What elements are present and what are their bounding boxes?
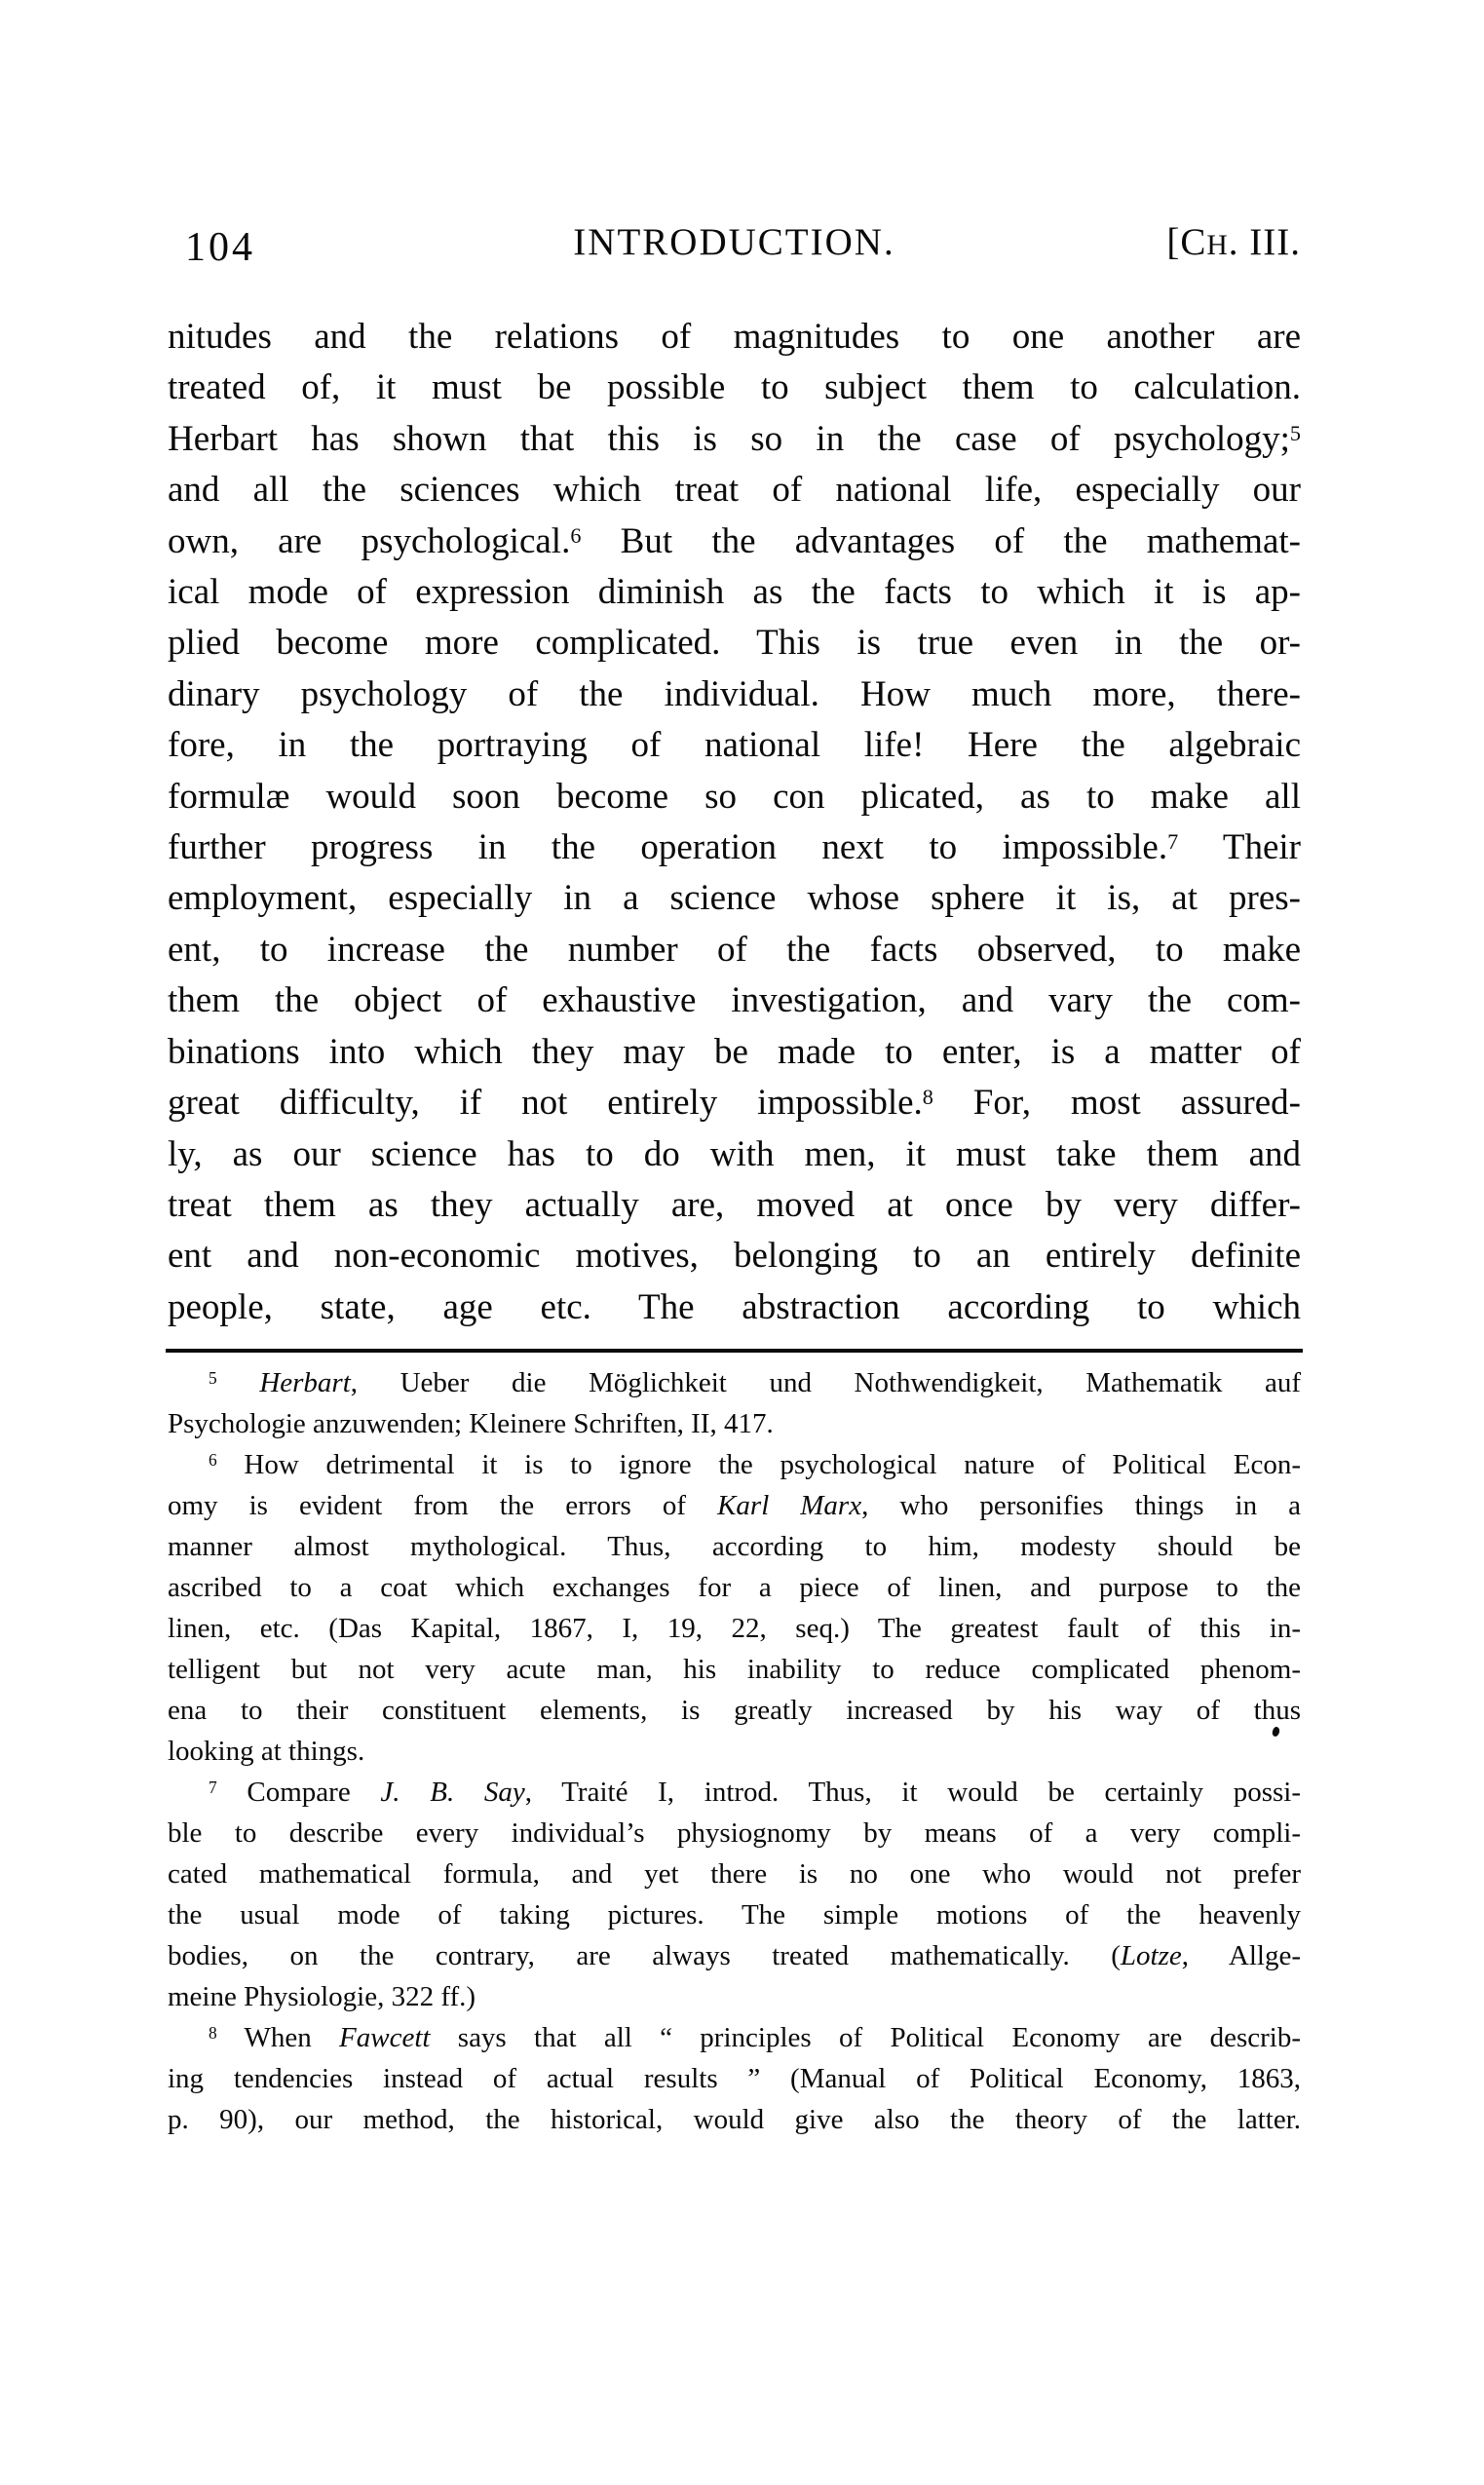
footnote-ref: 8 bbox=[209, 2023, 217, 2044]
text-segment: people, state, age etc. The abstraction according to which bbox=[168, 1286, 1301, 1327]
text-line bbox=[168, 1403, 1301, 1444]
footnote bbox=[168, 1444, 1301, 1772]
text-segment: ena to their constituent elements, is greatly increased by his way of thus bbox=[168, 1695, 1301, 1726]
text-segment: Compare bbox=[216, 1777, 381, 1808]
text-segment: ent, to increase the number of the facts observed, to make bbox=[168, 929, 1301, 970]
text-segment: employment, especially in a science whose sphere it is, at pres- bbox=[168, 878, 1301, 919]
footnote-ref: 5 bbox=[1289, 420, 1301, 445]
text-segment: H bbox=[1206, 230, 1229, 261]
text-line bbox=[168, 1129, 1301, 1180]
text-line bbox=[168, 1813, 1301, 1854]
text-segment: But the advantages of the mathemat- bbox=[581, 520, 1301, 561]
footnote-ref: 5 bbox=[209, 1368, 217, 1389]
page-number: 104 bbox=[185, 225, 255, 270]
text-segment: fore, in the portraying of national life! Here the algebraic bbox=[168, 725, 1301, 766]
italic-text: J. B. Say bbox=[380, 1777, 525, 1808]
footnote-divider bbox=[166, 1349, 1303, 1353]
text-segment: and all the sciences which treat of national life, especially our bbox=[168, 470, 1301, 511]
text-segment: treated of, it must be possible to subject them to calculation. bbox=[168, 367, 1301, 408]
italic-text: Fawcett bbox=[339, 2022, 431, 2053]
text-line bbox=[168, 2099, 1301, 2140]
text-segment: linen, etc. (Das Kapital, 1867, I, 19, 22, seq.) The greatest fault of this in- bbox=[168, 1613, 1301, 1644]
footnotes-section bbox=[168, 1362, 1301, 2140]
text-line bbox=[168, 1894, 1301, 1935]
text-segment: nitudes and the relations of magnitudes to one another are bbox=[168, 317, 1301, 357]
text-segment: . III. bbox=[1228, 221, 1301, 263]
text-segment: , Allge- bbox=[1181, 1940, 1301, 1971]
text-line bbox=[168, 669, 1301, 720]
text-segment: , Traité I, introd. Thus, it would be certainly possi- bbox=[524, 1777, 1301, 1808]
text-line bbox=[168, 1649, 1301, 1690]
text-line bbox=[168, 567, 1301, 618]
text-line bbox=[168, 363, 1301, 413]
footnote bbox=[168, 1362, 1301, 1444]
text-line bbox=[168, 873, 1301, 924]
running-title: INTRODUCTION. bbox=[573, 221, 895, 263]
text-segment: [C bbox=[1166, 221, 1207, 263]
text-line bbox=[168, 516, 1301, 567]
text-line bbox=[168, 1027, 1301, 1078]
text-line bbox=[168, 465, 1301, 516]
text-line bbox=[168, 1078, 1301, 1128]
chapter-marker bbox=[1166, 220, 1301, 264]
text-segment: formulæ would soon become so con plicated, as to make all bbox=[168, 776, 1301, 817]
text-segment: Herbart has shown that this is so in the case of psychology; bbox=[168, 418, 1290, 459]
text-line bbox=[168, 618, 1301, 669]
text-line bbox=[168, 1772, 1301, 1813]
text-segment: manner almost mythological. Thus, according to him, modesty should be bbox=[168, 1531, 1301, 1562]
text-segment: Psychologie anzuwenden; Kleinere Schriften, II, 417. bbox=[168, 1408, 774, 1439]
text-line bbox=[168, 1180, 1301, 1231]
text-line bbox=[168, 1854, 1301, 1894]
text-line bbox=[168, 1444, 1301, 1485]
footnote-ref: 6 bbox=[209, 1450, 217, 1471]
text-line bbox=[168, 772, 1301, 822]
text-line bbox=[168, 1976, 1301, 2017]
text-line bbox=[168, 1231, 1301, 1281]
text-segment: dinary psychology of the individual. How much more, there- bbox=[168, 673, 1301, 714]
text-line bbox=[168, 1690, 1301, 1731]
footnote-ref: 7 bbox=[1167, 829, 1179, 855]
text-segment: plied become more complicated. This is true even in the or- bbox=[168, 623, 1301, 664]
text-line bbox=[168, 2058, 1301, 2099]
text-segment: them the object of exhaustive investigation, and vary the com- bbox=[168, 980, 1301, 1021]
text-segment: ical mode of expression diminish as the facts to which it is ap- bbox=[168, 572, 1301, 613]
text-line bbox=[168, 925, 1301, 975]
text-segment: says that all “ principles of Political Economy are describ- bbox=[430, 2022, 1301, 2053]
page-header bbox=[168, 220, 1301, 273]
text-segment: Their bbox=[1178, 827, 1301, 868]
text-segment: For, most assured- bbox=[932, 1083, 1301, 1124]
text-segment: meine Physiologie, 322 ff.) bbox=[168, 1981, 476, 2012]
text-line bbox=[168, 1282, 1301, 1333]
text-segment: the usual mode of taking pictures. The simple motions of the heavenly bbox=[168, 1899, 1301, 1931]
text-segment: binations into which they may be made to enter, is a matter of bbox=[168, 1031, 1301, 1072]
text-segment: omy is evident from the errors of bbox=[168, 1490, 718, 1521]
text-segment: ly, as our science has to do with men, it must take them and bbox=[168, 1133, 1301, 1174]
footnote bbox=[168, 1772, 1301, 2017]
footnote-ref: 8 bbox=[922, 1085, 933, 1110]
text-segment: ent and non-economic motives, belonging to an entirely definite bbox=[168, 1236, 1301, 1277]
text-line bbox=[168, 1935, 1301, 1976]
text-segment: own, are psychological. bbox=[168, 520, 571, 561]
text-segment: How detrimental it is to ignore the psychological nature of Political Econ- bbox=[216, 1449, 1301, 1480]
text-segment: , who personifies things in a bbox=[861, 1490, 1302, 1521]
text-segment: p. 90), our method, the historical, would give also the theory of the latter. bbox=[168, 2104, 1301, 2135]
text-line bbox=[168, 414, 1301, 465]
text-line bbox=[168, 975, 1301, 1026]
text-segment: looking at things. bbox=[168, 1736, 365, 1767]
text-line bbox=[168, 720, 1301, 771]
text-line bbox=[168, 1731, 1301, 1772]
text-segment: telligent but not very acute man, his inability to reduce complicated phenom- bbox=[168, 1654, 1301, 1685]
footnote-ref: 6 bbox=[570, 522, 582, 548]
text-line bbox=[168, 1362, 1301, 1403]
text-line bbox=[168, 312, 1301, 363]
footnote-ref: 7 bbox=[209, 1778, 217, 1798]
text-segment: further progress in the operation next to impossible. bbox=[168, 827, 1168, 868]
text-segment: treat them as they actually are, moved at once by very differ- bbox=[168, 1184, 1301, 1225]
text-segment: bodies, on the contrary, are always treated mathematically. ( bbox=[168, 1940, 1121, 1971]
text-segment: ble to describe every individual’s physiognomy by means of a very compli- bbox=[168, 1817, 1301, 1849]
text-line bbox=[168, 1608, 1301, 1649]
footnote bbox=[168, 2017, 1301, 2140]
text-segment bbox=[217, 1367, 260, 1398]
text-line bbox=[168, 1485, 1301, 1526]
text-segment: , Ueber die Möglichkeit und Nothwendigkeit, Mathematik auf bbox=[350, 1367, 1302, 1398]
text-line bbox=[168, 2017, 1301, 2058]
text-line bbox=[168, 822, 1301, 873]
italic-text: Lotze bbox=[1120, 1940, 1182, 1971]
text-segment: ing tendencies instead of actual results ” (Manual of Political Economy, 1863, bbox=[168, 2063, 1301, 2094]
text-segment: When bbox=[216, 2022, 340, 2053]
italic-text: Herbart bbox=[259, 1367, 351, 1398]
italic-text: Karl Marx bbox=[717, 1490, 862, 1521]
body-text bbox=[168, 312, 1301, 1333]
text-line bbox=[168, 1526, 1301, 1567]
text-segment: ascribed to a coat which exchanges for a piece of linen, and purpose to the bbox=[168, 1572, 1301, 1603]
text-segment: great difficulty, if not entirely impossible. bbox=[168, 1083, 923, 1124]
text-line bbox=[168, 1567, 1301, 1608]
text-segment: cated mathematical formula, and yet there is no one who would not prefer bbox=[168, 1858, 1301, 1890]
